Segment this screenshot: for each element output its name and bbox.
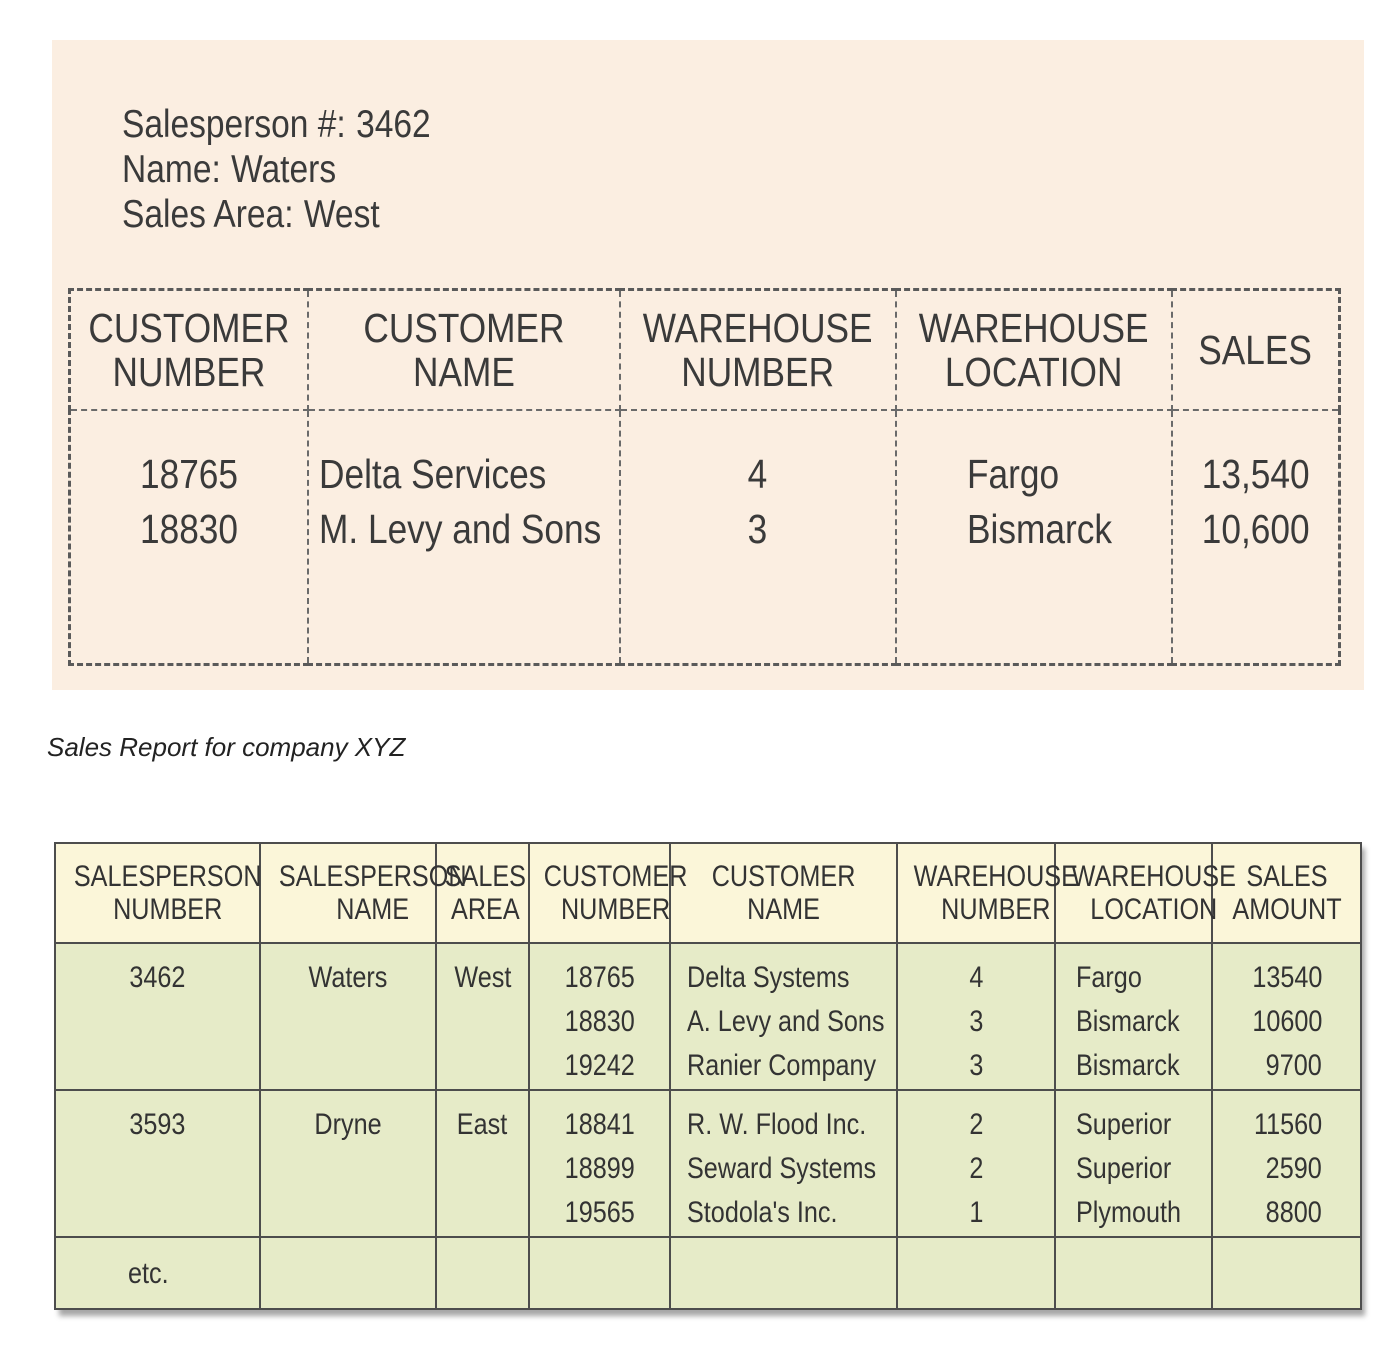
- col-header-warehouse-number: WAREHOUSE NUMBER: [897, 843, 1055, 943]
- table-row: [55, 1090, 1361, 1237]
- col-header-warehouse-location: WAREHOUSE LOCATION: [1055, 843, 1212, 943]
- salesperson-number-cell: 3593: [55, 1090, 260, 1237]
- col-header-customer-number: CUSTOMER NUMBER: [70, 290, 308, 410]
- salesperson-info: [122, 102, 431, 237]
- customer-number-cell: 18765 18830 19242: [529, 943, 670, 1090]
- salesperson-name-cell: Dryne: [260, 1090, 436, 1237]
- sales-area-label: Sales Area:: [122, 193, 294, 236]
- col-header-warehouse-number: WAREHOUSE NUMBER: [620, 290, 896, 410]
- salesperson-name-line: [122, 147, 431, 192]
- warehouse-location-cell: Fargo Bismarck: [896, 410, 1172, 665]
- report-header-row: [55, 843, 1361, 943]
- salesperson-name-label: Name:: [122, 148, 221, 191]
- empty-cell: [529, 1237, 670, 1309]
- salesperson-number-label: Salesperson #:: [122, 103, 346, 146]
- customer-name-cell: R. W. Flood Inc. Seward Systems Stodola's Inc.: [670, 1090, 897, 1237]
- col-header-sales: SALES: [1172, 290, 1340, 410]
- salesperson-number-cell: 3462: [55, 943, 260, 1090]
- customer-name-cell: Delta Services M. Levy and Sons: [308, 410, 620, 665]
- col-header-sales-amount: SALES AMOUNT: [1212, 843, 1361, 943]
- salesperson-number-line: [122, 102, 431, 147]
- report-caption: Sales Report for company XYZ: [47, 732, 406, 762]
- empty-cell: [1212, 1237, 1361, 1309]
- table-row-etc: [55, 1237, 1361, 1309]
- empty-cell: [670, 1237, 897, 1309]
- sales-report-table-container: [54, 842, 1360, 1310]
- table-row: [55, 943, 1361, 1090]
- salesperson-customer-table: [68, 288, 1341, 666]
- sales-area-cell: West: [436, 943, 529, 1090]
- etc-cell: etc.: [55, 1237, 260, 1309]
- col-header-salesperson-name: SALESPERSON NAME: [260, 843, 436, 943]
- empty-cell: [897, 1237, 1055, 1309]
- warehouse-number-cell: 4 3: [620, 410, 896, 665]
- col-header-salesperson-number: SALESPERSON NUMBER: [55, 843, 260, 943]
- table-row: [70, 410, 1340, 665]
- sales-area-cell: East: [436, 1090, 529, 1237]
- col-header-customer-name: CUSTOMER NAME: [670, 843, 897, 943]
- salesperson-number-value: 3462: [356, 103, 431, 146]
- empty-cell: [436, 1237, 529, 1309]
- customer-number-cell: 18765 18830: [70, 410, 308, 665]
- empty-cell: [260, 1237, 436, 1309]
- col-header-customer-number: CUSTOMER NUMBER: [529, 843, 670, 943]
- sales-amount-cell: 11560 2590 8800: [1212, 1090, 1361, 1237]
- sales-area-line: [122, 192, 431, 237]
- salesperson-name-value: Waters: [231, 148, 337, 191]
- warehouse-number-cell: 2 2 1: [897, 1090, 1055, 1237]
- salesperson-name-cell: Waters: [260, 943, 436, 1090]
- col-header-warehouse-location: WAREHOUSE LOCATION: [896, 290, 1172, 410]
- col-header-sales-area: SALES AREA: [436, 843, 529, 943]
- sales-area-value: West: [303, 193, 380, 236]
- warehouse-location-cell: Superior Superior Plymouth: [1055, 1090, 1212, 1237]
- salesperson-card: [52, 40, 1364, 690]
- sales-cell: 13,540 10,600: [1172, 410, 1340, 665]
- sales-report-table: [54, 842, 1362, 1310]
- empty-cell: [1055, 1237, 1212, 1309]
- table-header-row: [70, 290, 1340, 410]
- warehouse-number-cell: 4 3 3: [897, 943, 1055, 1090]
- customer-name-cell: Delta Systems A. Levy and Sons Ranier Company: [670, 943, 897, 1090]
- warehouse-location-cell: Fargo Bismarck Bismarck: [1055, 943, 1212, 1090]
- col-header-customer-name: CUSTOMER NAME: [308, 290, 620, 410]
- customer-number-cell: 18841 18899 19565: [529, 1090, 670, 1237]
- sales-amount-cell: 13540 10600 9700: [1212, 943, 1361, 1090]
